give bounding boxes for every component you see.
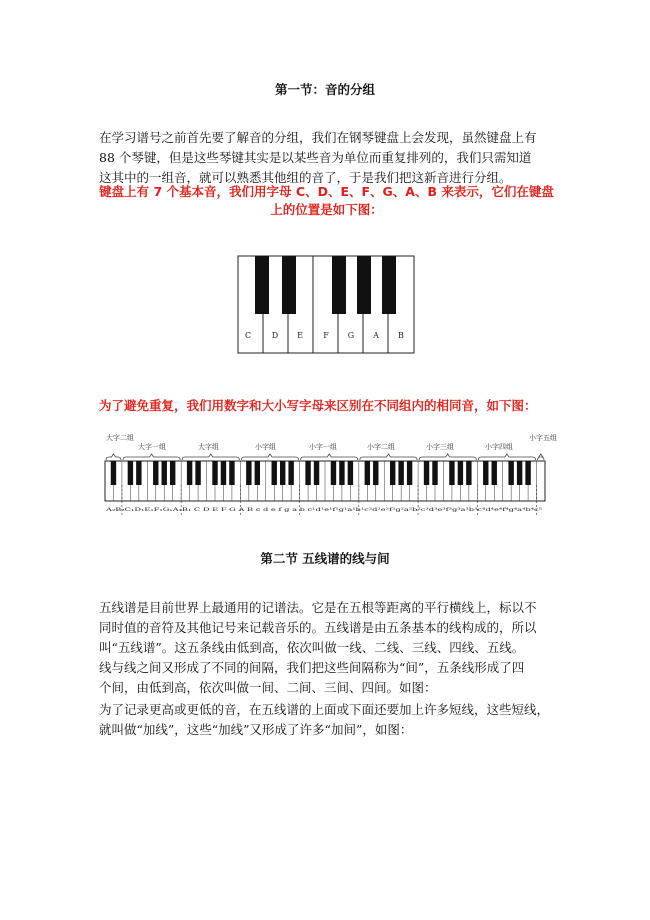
black-key	[128, 461, 133, 485]
black-key	[162, 461, 167, 485]
black-key	[339, 461, 344, 485]
paragraph-line: 在学习谱号之前首先要了解音的分组，我们在钢琴键盘上会发现，虽然键盘上有	[99, 130, 537, 145]
black-key	[255, 461, 260, 485]
highlight-note-2: 为了避免重复，我们用数字和大小写字母来区别在不同组内的相同音，如下图：	[99, 398, 537, 413]
black-key	[111, 461, 116, 485]
section-title-2: 第二节 五线谱的线与间	[260, 551, 390, 566]
black-key	[170, 461, 175, 485]
black-key	[449, 461, 454, 485]
black-key	[424, 461, 429, 485]
black-key	[483, 461, 488, 485]
highlight-note	[99, 183, 554, 219]
black-key	[466, 461, 471, 485]
black-key	[398, 461, 403, 485]
paragraph-line: 线与线之间又形成了不同的间隔，我们把这些间隔称为“间”，五条线形成了四	[99, 660, 525, 675]
black-key	[288, 461, 293, 485]
group-label: 大字二组	[106, 434, 134, 442]
intro-paragraph	[99, 128, 554, 188]
black-key	[365, 461, 370, 485]
group-label: 小字五组	[529, 434, 557, 442]
key-label-d: D	[271, 331, 279, 340]
octave-keyboard-diagram	[236, 255, 416, 355]
group-label: 小字三组	[426, 443, 454, 451]
group-label: 大字一组	[138, 443, 166, 451]
black-key	[432, 461, 437, 485]
ledger-paragraph	[99, 700, 554, 740]
section-title: 第一节：音的分组	[274, 82, 375, 97]
paragraph-line: 个间，由低到高，依次叫做一间、二间、三间、四间。如图：	[99, 680, 437, 695]
black-key	[373, 461, 378, 485]
black-key	[492, 461, 497, 485]
black-key	[195, 461, 200, 485]
black-key	[407, 461, 412, 485]
paragraph-line: 为了记录更高或更低的音，在五线谱的上面或下面还要加上许多短线，这些短线，	[99, 702, 550, 717]
paragraph-line: 五线谱是目前世界上最通用的记谱法。它是在五根等距离的平行横线上，标以不	[99, 600, 537, 615]
black-key	[229, 461, 234, 485]
black-key	[517, 461, 522, 485]
paragraph-line: 就叫做“加线”，这些“加线”又形成了许多“加间”，如图：	[99, 722, 413, 737]
staff-paragraph	[99, 598, 554, 698]
black-key	[525, 461, 530, 485]
key-label-c: C	[244, 331, 252, 340]
key-label-f: F	[323, 331, 329, 340]
black-key	[212, 461, 217, 485]
black-key	[153, 461, 158, 485]
black-key	[187, 461, 192, 485]
group-label: 小字一组	[309, 443, 337, 451]
group-label: 小字四组	[485, 443, 513, 451]
black-key	[305, 461, 310, 485]
black-key	[246, 461, 251, 485]
black-key	[348, 461, 353, 485]
black-key	[458, 461, 463, 485]
group-label: 小字组	[255, 443, 276, 451]
black-key	[272, 461, 277, 485]
black-key	[136, 461, 141, 485]
paragraph-line: 同时值的音符及其他记号来记载音乐的。五线谱是由五条基本的线构成的，所以	[99, 620, 537, 635]
key-label-g: G	[347, 331, 355, 340]
highlight-line: 键盘上有 7 个基本音，我们用字母 C、D、E、F、G、A、B 来表示，它们在键盘	[99, 184, 554, 199]
black-key	[221, 461, 226, 485]
black-key	[331, 461, 336, 485]
note-names: A₂B₂C₁D₁E₁F₁G₁A₁B₁ C D E F G A B c d e f g a b c¹d¹e¹f¹g¹a¹b¹c²d²e²f²g²a²b²c³d³e³f³g³a³b³c⁴d⁴e⁴f⁴g⁴a⁴b⁴c⁵	[104, 507, 542, 513]
black-key	[508, 461, 513, 485]
paragraph-line: 88 个琴键，但是这些琴键其实是以某些音为单位而重复排列的，我们只需知道	[99, 150, 532, 165]
black-key	[390, 461, 395, 485]
highlight-line: 上的位置是如下图：	[270, 202, 383, 217]
paragraph-line: 叫“五线谱”。这五条线由低到高，依次叫做一线、二线、三线、四线、五线。	[99, 640, 525, 655]
group-label: 小字二组	[367, 443, 395, 451]
key-label-b: B	[398, 331, 404, 340]
group-braces	[106, 454, 544, 460]
full-keyboard-diagram	[104, 433, 557, 523]
key-label-e: E	[297, 331, 303, 340]
group-label: 大字组	[198, 443, 219, 451]
key-label-a: A	[373, 331, 379, 340]
paragraph-line: 这其中的一组音，就可以熟悉其他组的音了，于是我们把这新音进行分组。	[99, 170, 512, 185]
black-key	[314, 461, 319, 485]
black-key	[280, 461, 285, 485]
